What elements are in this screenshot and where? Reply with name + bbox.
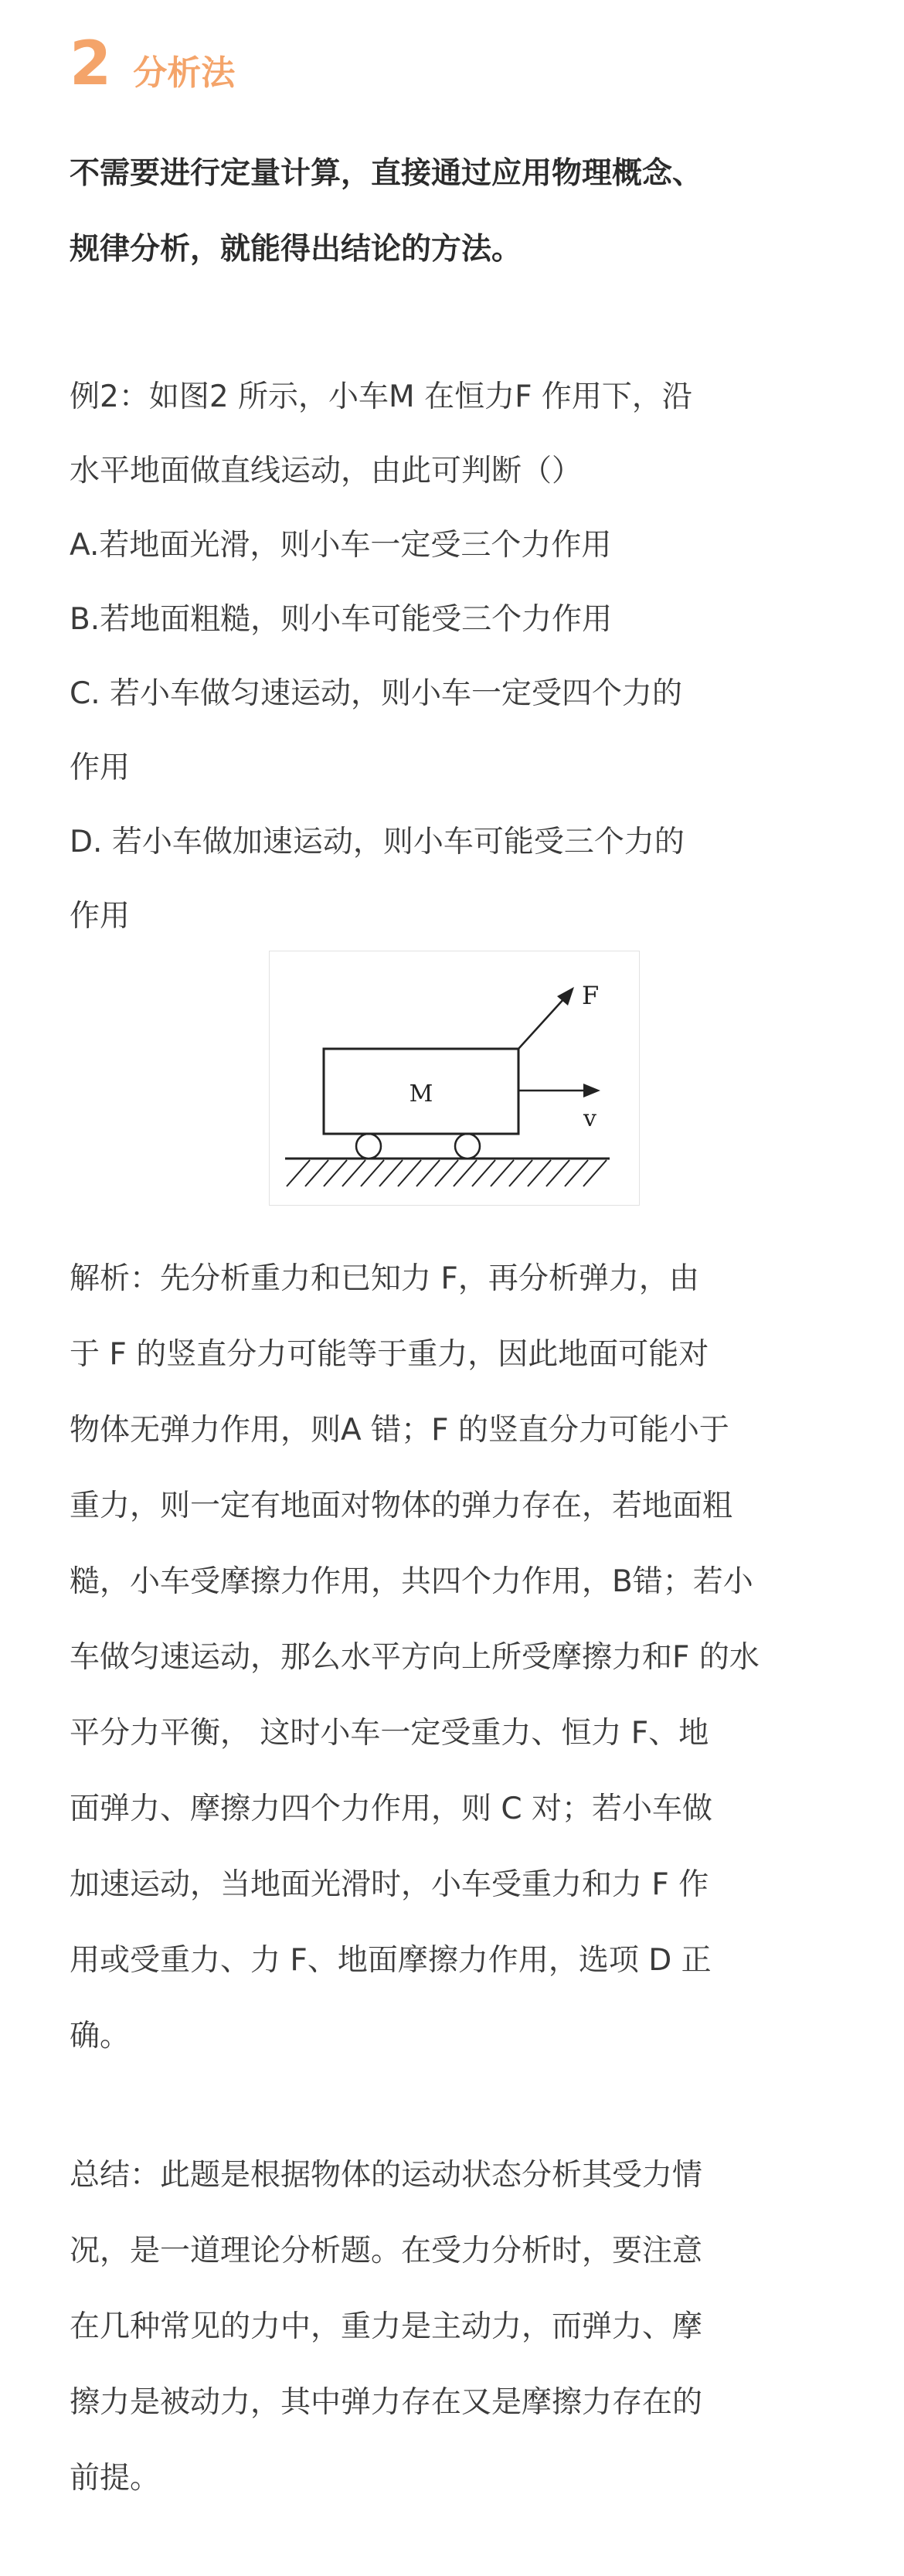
- cart-diagram: [270, 951, 641, 1206]
- ground-hatch: [287, 1160, 607, 1186]
- text-line: 前提。: [70, 2461, 161, 2496]
- text-line: 总结：此题是根据物体的运动状态分析其受力情: [70, 2158, 703, 2193]
- option-a: A.若地面光滑，则小车一定受三个力作用: [70, 528, 612, 563]
- example-question: [70, 360, 842, 954]
- text-line: 加速运动，当地面光滑时，小车受重力和力 F 作: [70, 1867, 709, 1902]
- option-c: C. 若小车做匀速运动，则小车一定受四个力的: [70, 676, 683, 711]
- option-d: D. 若小车做加速运动，则小车可能受三个力的: [70, 825, 685, 859]
- text-line: 水平地面做直线运动，由此可判断（）: [70, 454, 583, 488]
- velocity-label: v: [583, 1105, 596, 1132]
- force-arrow-shaft: [518, 998, 565, 1049]
- option-c-cont: 作用: [70, 750, 131, 785]
- physics-figure: [269, 951, 640, 1206]
- text-line: 糙，小车受摩擦力作用，共四个力作用，B错；若小: [70, 1564, 753, 1599]
- text-line: 物体无弹力作用，则A 错；F 的竖直分力可能小于: [70, 1413, 729, 1448]
- text-line: 解析：先分析重力和已知力 F，再分析弹力，由: [70, 1261, 699, 1296]
- text-line: 不需要进行定量计算，直接通过应用物理概念、: [70, 156, 703, 191]
- text-line: 用或受重力、力 F、地面摩擦力作用，选项 D 正: [70, 1943, 712, 1978]
- text-line: 平分力平衡， 这时小车一定受重力、恒力 F、地: [70, 1716, 709, 1751]
- text-line: 规律分析，就能得出结论的方法。: [70, 232, 522, 267]
- option-b: B.若地面粗糙，则小车可能受三个力作用: [70, 602, 613, 637]
- text-line: 车做匀速运动，那么水平方向上所受摩擦力和F 的水: [70, 1640, 760, 1675]
- method-description: [70, 136, 842, 288]
- text-line: 确。: [70, 2019, 131, 2054]
- wheel-left: [356, 1134, 381, 1159]
- force-label: F: [582, 981, 600, 1010]
- summary-paragraph: [70, 2138, 842, 2516]
- option-d-cont: 作用: [70, 899, 131, 934]
- section-heading: [70, 29, 235, 99]
- wheel-right: [455, 1134, 480, 1159]
- velocity-arrow-head: [583, 1084, 600, 1097]
- text-line: 擦力是被动力，其中弹力存在又是摩擦力存在的: [70, 2385, 703, 2420]
- section-title: 分析法: [133, 53, 236, 93]
- text-line: 例2：如图2 所示，小车M 在恒力F 作用下，沿: [70, 379, 692, 414]
- section-number: 2: [70, 29, 112, 99]
- text-line: 重力，则一定有地面对物体的弹力存在，若地面粗: [70, 1489, 733, 1523]
- analysis-paragraph: [70, 1241, 842, 2074]
- text-line: 于 F 的竖直分力可能等于重力，因此地面可能对: [70, 1337, 709, 1372]
- text-line: 在几种常见的力中，重力是主动力，而弹力、摩: [70, 2309, 703, 2344]
- mass-label: M: [409, 1080, 433, 1108]
- text-line: 面弹力、摩擦力四个力作用，则 C 对；若小车做: [70, 1792, 713, 1826]
- text-line: 况，是一道理论分析题。在受力分析时，要注意: [70, 2234, 703, 2268]
